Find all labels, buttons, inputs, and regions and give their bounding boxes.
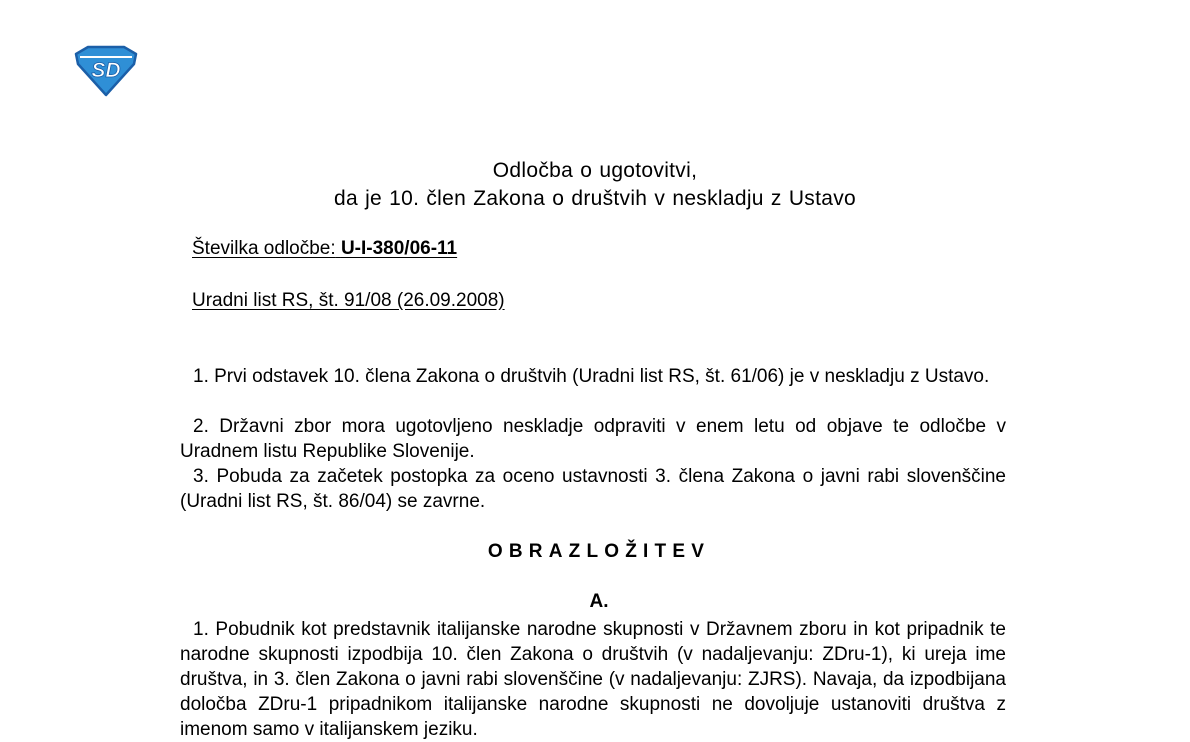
sd-shield-logo-icon bbox=[72, 44, 140, 98]
logo-text: SD bbox=[91, 59, 121, 82]
decision-number bbox=[192, 238, 457, 260]
decision-number-value: U-I-380/06-11 bbox=[340, 238, 458, 259]
decision-point-3 bbox=[180, 464, 1006, 514]
decision-point-1 bbox=[180, 364, 1006, 389]
section-a-heading: A. bbox=[589, 591, 609, 612]
document-title-line-1: Odločba o ugotovitvi, bbox=[492, 159, 698, 182]
decision-point-1-text: 1. Prvi odstavek 10. člena Zakona o društvih (Uradni list RS, št. 61/06) je v neskladju z Ustavo. bbox=[193, 366, 990, 387]
official-gazette-reference: Uradni list RS, št. 91/08 (26.09.2008) bbox=[192, 290, 505, 311]
decision-number-label: Številka odločbe: bbox=[192, 238, 336, 259]
decision-point-2-text: 2. Državni zbor mora ugotovljeno neskladje odpraviti v enem letu od objave te odločbe v Uradnem listu Republike Slovenije. bbox=[180, 416, 1006, 462]
section-a-paragraph-1-text: 1. Pobudnik kot predstavnik italijanske narodne skupnosti v Državnem zboru in kot pripadnik te narodne skupnosti izpodbija 10. člen Zakona o društvih (v nadaljevanju: ZDru-1), ki ureja ime društva, in 3. člen Zakona o javni rabi slovenščine (v nadaljevanju: ZJRS). Navaja, da izpodbijana določba ZDru-1 pripadnikom italijanske narodne skupnosti ne dovoljuje ustanoviti društva z imenom samo v italijanskem jeziku. bbox=[180, 619, 1006, 740]
decision-point-3-text: 3. Pobuda za začetek postopka za oceno ustavnosti 3. člena Zakona o javni rabi slovenščine (Uradni list RS, št. 86/04) se zavrne. bbox=[180, 466, 1006, 512]
reasoning-heading: OBRAZLOŽITEV bbox=[487, 541, 711, 562]
decision-point-2 bbox=[180, 414, 1006, 464]
section-a-paragraph-1 bbox=[180, 617, 1006, 742]
document-title-line-2: da je 10. člen Zakona o društvih v neskladju z Ustavo bbox=[333, 187, 856, 210]
